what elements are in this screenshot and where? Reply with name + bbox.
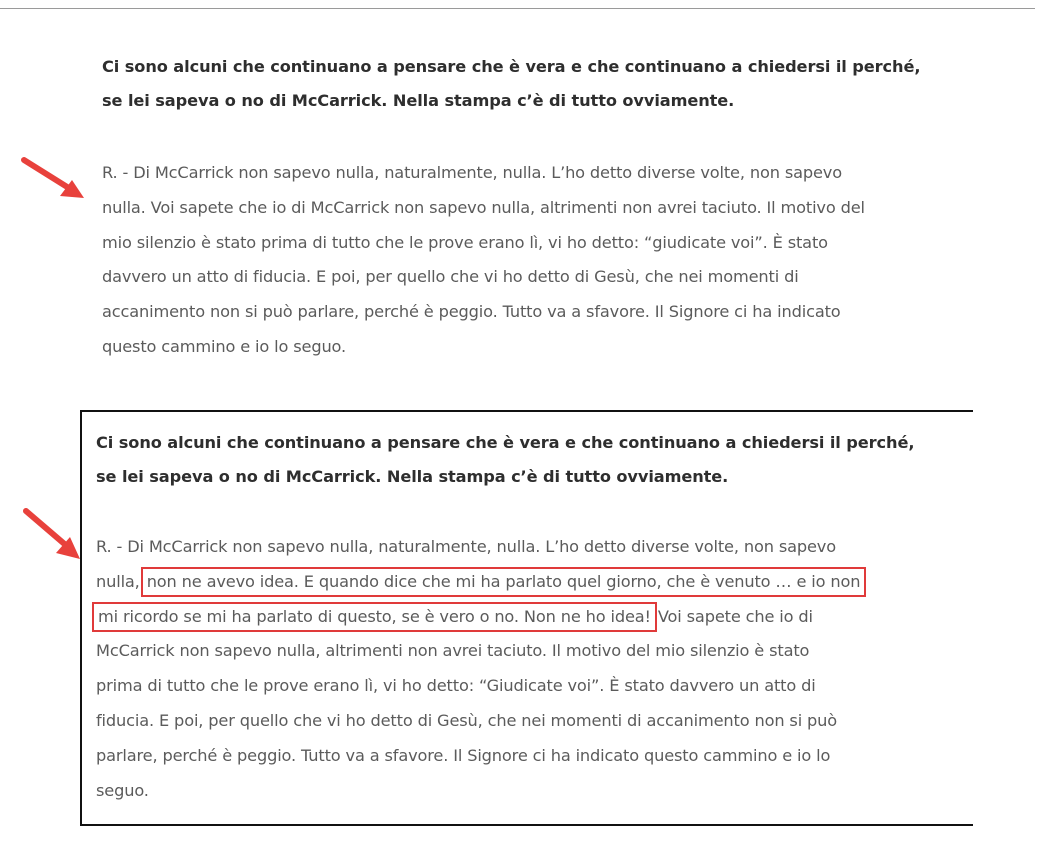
top-divider bbox=[0, 8, 1035, 9]
question-line: Ci sono alcuni che continuano a pensare che è vera e che continuano a chiedersi il perché, bbox=[102, 57, 921, 76]
red-arrow-icon bbox=[18, 505, 98, 565]
full-passage-box bbox=[80, 410, 973, 826]
answer-line: accanimento non si può parlare, perché è peggio. Tutto va a sfavore. Il Signore ci ha indicato bbox=[102, 302, 841, 322]
answer-line bbox=[96, 600, 966, 635]
answer-text: nulla, bbox=[96, 571, 140, 591]
question-line: Ci sono alcuni che continuano a pensare che è vera e che continuano a chiedersi il perché, bbox=[96, 433, 915, 452]
red-arrow-icon bbox=[18, 152, 98, 212]
full-question bbox=[96, 426, 966, 494]
answer-line: mio silenzio è stato prima di tutto che le prove erano lì, vi ho detto: “giudicate voi”. È stato bbox=[102, 232, 828, 252]
question-line: se lei sapeva o no di McCarrick. Nella stampa c’è di tutto ovviamente. bbox=[102, 91, 735, 110]
answer-line: fiducia. E poi, per quello che vi ho detto di Gesù, che nei momenti di accanimento non si può bbox=[96, 710, 838, 730]
answer-line: questo cammino e io lo seguo. bbox=[102, 336, 347, 356]
answer-text: Voi sapete che io di bbox=[657, 606, 813, 626]
question-line: se lei sapeva o no di McCarrick. Nella stampa c’è di tutto ovviamente. bbox=[96, 467, 729, 486]
answer-line bbox=[96, 565, 966, 600]
full-answer bbox=[96, 530, 966, 808]
answer-line: prima di tutto che le prove erano lì, vi ho detto: “Giudicate voi”. È stato davvero un atto di bbox=[96, 676, 816, 696]
answer-line: nulla. Voi sapete che io di McCarrick non sapevo nulla, altrimenti non avrei taciuto. Il motivo del bbox=[102, 197, 865, 217]
highlighted-omitted-text: non ne avevo idea. E quando dice che mi ha parlato quel giorno, che è venuto … e io non bbox=[146, 571, 861, 591]
answer-line: davvero un atto di fiducia. E poi, per quello che vi ho detto di Gesù, che nei momenti di bbox=[102, 267, 799, 287]
answer-line: parlare, perché è peggio. Tutto va a sfavore. Il Signore ci ha indicato questo cammino e io lo bbox=[96, 745, 831, 765]
answer-line: R. - Di McCarrick non sapevo nulla, naturalmente, nulla. L’ho detto diverse volte, non sapevo bbox=[102, 163, 842, 182]
answer-line: McCarrick non sapevo nulla, altrimenti non avrei taciuto. Il motivo del mio silenzio è stato bbox=[96, 641, 810, 661]
original-question bbox=[102, 50, 1002, 118]
answer-line: R. - Di McCarrick non sapevo nulla, naturalmente, nulla. L’ho detto diverse volte, non sapevo bbox=[96, 537, 836, 556]
highlighted-omitted-text: mi ricordo se mi ha parlato di questo, se è vero o no. Non ne ho idea! bbox=[98, 606, 651, 626]
original-passage bbox=[102, 50, 1002, 365]
answer-line: seguo. bbox=[96, 780, 149, 800]
original-answer bbox=[102, 156, 1002, 365]
